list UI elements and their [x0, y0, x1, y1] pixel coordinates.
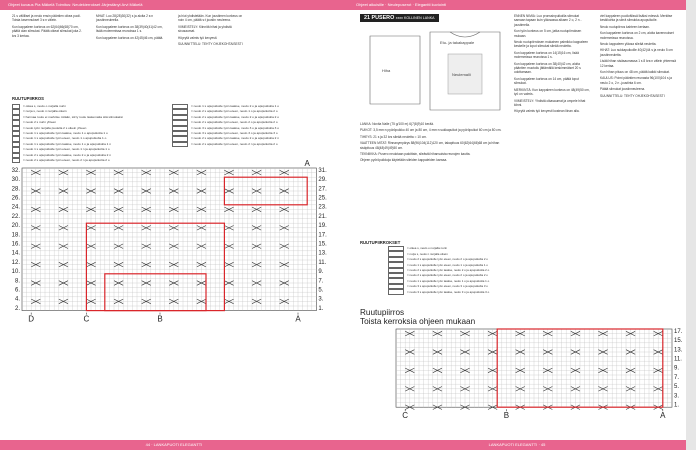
legend-text: = neulo 2 s apupuikolle työn eteen, neulo 2 n ja apupuikolta 2 o	[191, 141, 278, 146]
row-number-left: 16.	[11, 241, 20, 248]
legend-text: = neulo 1 s apupuikolle työn eteen, neulo 1 o ja apupuikolta 1 o	[407, 262, 488, 267]
body-paragraph: Neulo ruutupiirros kahteen kertaan.	[600, 24, 650, 29]
legend-row	[388, 289, 516, 294]
instructions-column-2	[514, 14, 590, 116]
legend-text: = neulo 3 s apupuikolle työn taakse, neulo 3 o ja apupuikolta 3 o	[191, 125, 279, 130]
row-number-left: 2.	[14, 305, 20, 312]
intro-column-3	[178, 14, 248, 48]
row-number-right: 15.	[674, 338, 683, 345]
row-number-left: 12.	[11, 259, 20, 266]
legend-text: = nurja s, neulo n nurjalla oikein	[407, 251, 448, 256]
stitch-symbol-icon	[172, 142, 188, 147]
right-page-header: Ohjeet aikuisille · Neulepuserot · Elegantti kuviointi	[348, 0, 696, 10]
row-number-right: 27.	[318, 186, 327, 193]
legend-text: = neulo 1 s apupuikolle työn taakse, neulo 1 o ja apupuikolta 1 n	[23, 141, 111, 146]
column-label-top: A	[304, 159, 310, 168]
row-number-left: 26.	[11, 195, 20, 202]
intro-column-1	[12, 14, 86, 40]
body-paragraph: Ohjeen pyöröpuikkoja käytetään sileiden kappaleiden kanssa.	[360, 158, 448, 163]
body-paragraph: ENNEN NIMIA: Luo pronssinpuikoilla silmukat samaan tapaan kuin yläosassa alkaen 2 o, 2 n -joustimella.	[514, 14, 582, 27]
legend-text: = neulo 2 s apupuikolle työn eteen, neulo 2 o ja apupuikolta 2 o	[407, 273, 488, 278]
legend-title: RUUTUPIIRROS	[12, 96, 44, 101]
right-page-footer: LANKAPUOTI ELEGANTTI · 45	[348, 440, 686, 450]
row-number-left: 14.	[11, 250, 20, 257]
row-number-left: 28.	[11, 186, 20, 193]
chart2-title-line: Ruutupiirros	[360, 308, 405, 317]
row-number-right: 17.	[674, 328, 683, 335]
column-label: C	[83, 314, 90, 324]
legend-text: = neulo 1 s apupuikolle työn taakse, neulo 1 o apupuikolta 1 o	[23, 131, 108, 136]
legend-text: = neulo 2 s apupuikolle työn taakse, neulo 2 o ja apupuikolta 2 o	[191, 114, 279, 119]
schematic-label: Hiha	[382, 68, 391, 73]
column-label: D	[28, 314, 35, 324]
body-paragraph: Kun kappaleen korkeus on 2 cm, aloita kavennukset molemmissa reunoissa.	[600, 31, 674, 40]
cable-chart-svg	[358, 325, 683, 437]
legend-text: = neulo 1 s apupuikolle työn taakse, neulo 2 o ja apupuikolta 1 o	[191, 104, 279, 109]
cable-chart-svg	[8, 160, 344, 446]
column-label: C	[402, 411, 409, 421]
legend-text: = neulo 2 s apupuikolle työn eteen, neulo 2 n ja apupuikolta 2 o	[23, 158, 110, 162]
body-paragraph: HIHAT: Luo sukkapuikoille 40(42)44 s ja neulo 5 cm joustinneuletta.	[600, 48, 673, 57]
chart-gridlines	[396, 329, 672, 407]
body-paragraph: Kun hihan pituus on 48 cm, päätä kaikki silmukat.	[600, 70, 670, 75]
cable-chart-right	[358, 325, 683, 437]
body-paragraph: viel kappaleen puolivälissä lisäksi edessä. Merkitse keskikohta ja siirrä silmukka apupuikolle.	[600, 14, 673, 23]
body-paragraph: Neulo ruutupiirroksen mukainen palmikko kappaleen keskelle ja loput silmukat sileää neuletta.	[514, 40, 589, 49]
intro-paragraph: VIIMEISTELY: Kiinnitä hihat ja yhdistä sivusaumat.	[178, 24, 232, 34]
chart2-title	[360, 308, 475, 326]
body-paragraph: LANKA: Novita Nalle (75 g/100 m) 6(7)8(9)10 kerää.	[360, 122, 434, 126]
row-number-right: 13.	[674, 347, 683, 354]
legend-text: = neulo 3 s apupuikolle työn taakse, neulo 3 o ja apupuikolta 3 o	[407, 289, 490, 294]
legend-text: = neulo 3 s apupuikolle työn eteen, neulo 3 o ja apupuikolta 3 o	[191, 131, 278, 136]
body-paragraph: SUUNNITTELU: TEHTY OHJEKOHTAISESTI	[600, 93, 665, 98]
column-label: A	[660, 411, 666, 421]
row-number-left: 10.	[11, 269, 20, 276]
row-number-right: 23.	[318, 204, 327, 211]
row-number-right: 19.	[318, 223, 327, 230]
chart1-legend	[388, 246, 516, 295]
row-number-right: 9.	[318, 269, 324, 276]
body-paragraph: Neulo kappaleen yläosa sileää neuletta.	[600, 42, 657, 47]
row-number-left: 4.	[14, 296, 20, 303]
row-number-right: 1.	[318, 305, 324, 312]
body-paragraph: Kun kappaleen korkeus on 14(15)16 cm, lisää molemmissa reunoissa 1 s.	[514, 50, 579, 60]
pattern-number: 21 PUSERO	[364, 15, 395, 21]
row-number-left: 20.	[11, 223, 20, 230]
legend-text: = neulo 1 s apupuikolle työn eteen, neulo 1 n ja apupuikolta 1 o	[23, 147, 110, 152]
row-number-right: 11.	[318, 259, 327, 266]
legend-text: = harmaa ruutu ei merkitse mitään, siirry ruutu laskematta sitä silmukaksi	[23, 114, 123, 119]
body-paragraph: VAATTEEN MITAT: Rinnanympärys 88(96)104(112)120 cm, takapituus 60(62)64(66)68 cm ja hihan sisäpituus 48(48)49(49)50 cm.	[360, 141, 500, 150]
row-number-right: 3.	[674, 393, 680, 400]
body-paragraph: Päätä silmukat joustinneuleena.	[600, 87, 646, 92]
legend-text: = neulo 2 s apupuikolle työn eteen, neulo 1 o ja apupuikolta 2 o	[191, 109, 278, 114]
row-number-left: 30.	[11, 177, 20, 184]
column-label: B	[503, 411, 510, 421]
legend-text: = neulo 1 s apupuikolle työn taakse, neulo 1 o ja apupuikolta 1 o	[407, 278, 490, 283]
row-number-left: 18.	[11, 232, 20, 239]
chart2-title-line: Toista kerroksia ohjeen mukaan	[360, 317, 476, 326]
pattern-badge	[360, 14, 439, 22]
legend-text: = neulo työn nurjalla puolella 2 s oikein yhteen	[23, 125, 87, 130]
materials-text	[360, 122, 512, 165]
garment-schematic	[360, 24, 508, 118]
row-number-right: 3.	[318, 296, 324, 303]
intro-paragraph: MHAT: Luo 28(28)30(32) s ja aloita 2 s:n joustinneuleella.	[96, 14, 153, 23]
schematic-label: Etu- ja takakappale	[440, 40, 475, 45]
body-paragraph: TEKNIIKKA: Pusero neulotaan paloittain, sileästä hihansuista reunojen kautta.	[360, 152, 471, 157]
body-paragraph: MERKINTÄ: Kun kappaleen korkeus on 48(49)50 cm, työ on valmis.	[514, 87, 590, 97]
intro-paragraph: Kun kappaleen korkeus on 62(64)66(68)70 cm, päätä olan silmukat. Päätä oikeat silmukat joka 2. krs 3 kertaa.	[12, 24, 82, 38]
row-number-right: 15.	[318, 241, 327, 248]
row-number-left: 22.	[11, 213, 20, 220]
body-paragraph: VIIMEISTELY: Yhdistä olkasaumat ja ompele hihat kiinni.	[514, 98, 586, 107]
left-page-header: Ohjeet kuvaus Pia Mäkelä Toimitus: Neulekierrokset Järjestänyt Arvi Mäkelä	[0, 0, 348, 10]
intro-paragraph: SUUNNITTELU: TEHTY OHJEKOHTAISESTI	[178, 42, 243, 47]
legend-text: = nurja s, neulo n nurjalla oikein	[23, 109, 67, 114]
body-paragraph: PUIKOT: 3,5 mm:n pyöröpuikko 40 cm ja 80 cm, 4 mm:n sukkapuikot ja pyöröpuikot 60 cm ja 80 cm.	[360, 128, 502, 133]
row-number-right: 5.	[318, 287, 324, 294]
legend-text: = neulo 2 s apupuikolle työn taakse, neulo 2 o ja apupuikolta 2 n	[23, 152, 111, 157]
stitch-symbol-icon	[388, 289, 404, 294]
page-edge-tab	[686, 0, 696, 450]
chart1-title: RUUTUPIIRROKSET	[360, 240, 401, 245]
legend-column-1	[12, 104, 180, 163]
row-number-right: 29.	[318, 177, 327, 184]
cable-chart-left	[8, 160, 344, 446]
right-page	[348, 0, 696, 450]
row-number-right: 25.	[318, 195, 327, 202]
row-number-right: 1.	[674, 402, 680, 409]
legend-column-2	[172, 104, 342, 147]
legend-text: = oikea s, neulo o nurjalla nurin	[23, 104, 66, 109]
row-number-left: 6.	[14, 287, 20, 294]
left-page-footer: 44 · LANKAPUOTI ELEGANTTI	[0, 440, 348, 450]
legend-text: = neulo 3 s apupuikolle työn eteen, neulo 3 o ja apupuikolta 3 o	[407, 284, 488, 289]
row-number-right: 9.	[674, 365, 680, 372]
row-number-right: 13.	[318, 250, 327, 257]
intro-paragraph: 21 s välilliset ja neulo ensin pääntien oikea puoli. Toista kavennukset 3 s:n välein.	[12, 14, 81, 23]
legend-row	[172, 142, 342, 147]
row-number-right: 7.	[318, 278, 324, 285]
instructions-column-3	[600, 14, 680, 100]
body-paragraph: Höyrytä valmis työ kevyesti kostean liinan alla.	[514, 109, 580, 114]
body-paragraph: TIHEYS: 21 s ja 32 krs sileää neuletta = 10 cm.	[360, 134, 427, 139]
row-number-right: 31.	[318, 167, 327, 174]
intro-paragraph: Kun kappaleen korkeus on 38(39)40(41)42 cm, lisää molemmissa reunoissa 1 s.	[96, 24, 163, 34]
body-paragraph: Kun työn korkeus on 5 cm, jatka ruutupiirroksen mukaan.	[514, 29, 582, 38]
body-paragraph: Kun kappaleen korkeus on 38(40)42 cm, aloita pääntien muotoilu jättämällä keskimmäiset 20 s odottamaan.	[514, 61, 581, 75]
row-number-right: 17.	[318, 232, 327, 239]
body-paragraph: Lisää hihan sisäsaumassa 1 s 8 krs:n välein yhteensä 12 kertaa.	[600, 59, 677, 68]
legend-text: = oikea s, neulo o nurjalla nurin	[407, 246, 448, 251]
row-number-right: 21.	[318, 213, 327, 220]
intro-paragraph: Höyrytä valmis työ kevyesti.	[178, 35, 218, 40]
legend-text: = neulo 2 s nurin yhteen	[23, 120, 57, 125]
legend-text: = neulo 2 s apupuikolle työn taakse, neulo 2 o ja apupuikolta 2 o	[407, 267, 490, 272]
row-number-left: 24.	[11, 204, 20, 211]
intro-paragraph: Kun kappaleen korkeus on 42(45)46 cm, päätä.	[96, 35, 164, 40]
row-number-left: 8.	[14, 278, 20, 285]
column-label: B	[157, 314, 163, 324]
body-paragraph: Kun kappaleen korkeus on 14 cm, päätä loput silmukat.	[514, 76, 579, 86]
row-number-right: 11.	[674, 356, 682, 363]
row-number-right: 7.	[674, 374, 680, 381]
intro-column-2	[96, 14, 170, 42]
legend-text: = neulo 2 s apupuikolle työn eteen, neulo 2 o ja apupuikolta 2 o	[407, 257, 488, 262]
schematic-svg	[360, 24, 508, 118]
row-number-left: 32.	[11, 167, 20, 174]
column-label: A	[295, 314, 301, 324]
body-paragraph: KAULUS: Poimi pääntien reunasta 96(100)104 s ja neulo 2 o, 2 n -joustinta 6 cm.	[600, 76, 672, 85]
row-number-right: 5.	[674, 384, 680, 391]
schematic-label: Neulemalli	[452, 72, 471, 77]
pattern-sub: xxxx KOLLINEN LANKA	[395, 16, 435, 20]
legend-text: = neulo 1 s apupuikolle työn eteen, neulo 1 o apupuikolta 1 o	[23, 136, 107, 141]
legend-text: = neulo 2 s apupuikolle työn taakse, neulo 2 o ja apupuikolta 2 n	[191, 136, 279, 141]
intro-paragraph: ja hiut yhdistetään. Kun joustimen korkeus on noin 4 cm, päätä s:t joustin neuleena.	[178, 14, 243, 23]
legend-text: = neulo 2 s apupuikolle työn eteen, neulo 2 o ja apupuikolta 2 o	[191, 120, 278, 125]
